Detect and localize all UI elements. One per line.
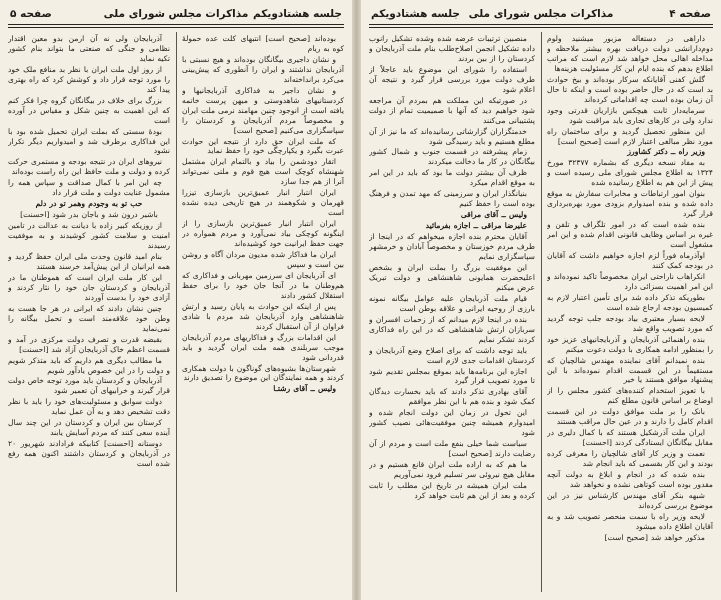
text-column-left bbox=[369, 34, 535, 592]
paragraph: کرستان بین ایران و کردستان در این چند سال آینده سعی کنند که مردم آسایش یابند bbox=[8, 418, 170, 438]
text-column-left bbox=[8, 34, 170, 592]
page-5 bbox=[0, 0, 352, 600]
paragraph: شهرستان‌ها بشیوه‌های گوناگون با دولت همکاری کردند و همه نمایندگان این موضوع را تصدیق دارند bbox=[182, 363, 344, 383]
paragraph: با تعویز‌ استخدام‌ کننده‌های کشور مجلس را از اوضاع بر اساس قانون مطلع کنم bbox=[547, 386, 713, 406]
text-column-right bbox=[182, 34, 344, 592]
paragraph: از روز اول ملت ایران با نظر بد منافع ملک خود را مورد توجه قرار داد و کوشش کرد که راه بهتری پیدا کند bbox=[8, 64, 170, 94]
paragraph: چه این امر با کمال صداقت و سپاس همه را مشمول عنایت دولت و ملت قرار داد bbox=[8, 178, 170, 198]
paragraph: بنده راهنمائی آذربایجان و آذربایجانیهای عزیز خود را بمنظور ادامه همکاری با دولت دعوت میکنم bbox=[547, 334, 713, 354]
paragraph: داراهی در دستغاله مزبور میشنید ولوم دوم‌دارا‌نشی دولت دریافت بهره بیشتر ملاحظه و مداخله اهالی محل خواهد شد لازم است که مراتب اطلاع بدهم که بنده ایام این کار مسئولیت هزینه‌ها bbox=[547, 34, 713, 73]
paragraph: خدمتگزاران گزارشاتی رسانیده‌اند که ما نیز از آن مطلع هستیم و باید رسیدگی شود bbox=[369, 126, 535, 146]
paragraph: بودۀ سستی که بملت ایران تحمیل شده بود با این فداکاری برطرف شد و امیدواریم دیگر تکرار نشود bbox=[8, 126, 170, 156]
book-gutter bbox=[352, 0, 361, 600]
paragraph: آقای بهادری تذکر دادند که باید بخسارت دیدگان کمک شود و بنده هم با این نظر موافقم bbox=[369, 387, 535, 407]
paragraph: انکراهاب ناراحتی ایران مخصوصاً تاکید نموده‌اند و این امر اهمیت بسزائی دارد bbox=[547, 271, 713, 291]
paragraph: ملت ایران همیشه در تاریخ این مطلب را ثابت کرده و بعد از این هم ثابت خواهد کرد bbox=[369, 480, 535, 500]
paragraph: نیروهای ایران در نتیجه بودجه و مستمری حرکت کرده و دولت و ملت حافظ این راه راست بوده‌اند bbox=[8, 157, 170, 177]
paragraph: دوستانه [احسنت] کتابیکه فرادادند شهریور ۲۰ در آذربایجان و کردستان داشتند اکنون همه رفع شده است bbox=[8, 439, 170, 469]
speaker-line: وزیر راه ــ دکتر کشاورز bbox=[627, 147, 705, 157]
paragraph: سرمایه‌دار ثابت هیچکس بازاریان قدرتی وجود ندارد ولی در کارهای تجاری باید مراقبت شود bbox=[547, 105, 713, 125]
paragraph: ای آذربایجان ای سرزمین مهربانی و فداکاری که هم‌وطنان ما در آنجا جان خود را برای حفظ استقلال کشور دادند bbox=[182, 270, 344, 300]
publication-title: مذاکرات مجلس شورای ملی bbox=[103, 8, 249, 20]
header-rule bbox=[8, 24, 344, 25]
header-rule bbox=[369, 24, 713, 25]
paragraph: ما هم که به اراده ملت ایران قانع هستیم و در مقابل هیچ نیروئی سر تسلیم فرود نمی‌آوریم bbox=[369, 460, 535, 480]
paragraph: این موفقیت بزرگ را بملت ایران و بشخص اعلیحضرت همایونی شاهنشاهی و دولت تبریک عرض میکنم bbox=[369, 262, 535, 292]
paragraph: ایران انتبا‌ر انبار عمیق‌ترین بازسازی تیزرا قهرمان و شکوهمند در هیچ تاریخی دیده نشده است bbox=[182, 188, 344, 218]
paragraph: آذربایجان و کردستان باید مورد توجه خاص دولت قرار گیرند و خرابیهای آن تعمیر شود bbox=[8, 376, 170, 396]
paragraph: بوده‌اند [صحیح است] انتبهای کلت عده‌ حمولهٔ کوه به ریام bbox=[182, 34, 344, 53]
paragraph: اجازه این برنامه‌ها باید بموقع بمجلس تقدیم شود تا مورد تصویب قرار گیرد bbox=[369, 366, 535, 386]
paragraph: بنده شده است که در امور تلگراف و تلفن و غیره بر اساس وظایف قانونی اقدام شده و این امر مشغول است bbox=[547, 220, 713, 250]
paragraph: ایران انتبا‌ر انبار عمیق‌ترین بازسازی را از اینگونه کوچکی بیاد نمی‌آورد و مردم همواره در جهت حفظ ایرانیت خود کوشیده‌اند bbox=[182, 219, 344, 249]
paragraph: باید توجه داشت که برای اصلاح وضع آذربایجان و کردستان اقدامات جدی لازم است bbox=[369, 345, 535, 365]
paragraph: دولت سوابق و مسئولیت‌های خود را باید با نظر دقت تشخیص دهد و به آن عمل نماید bbox=[8, 397, 170, 417]
paragraph: لایحه وزیر راه با سمت منحصر تصویب شد و به آقایان اطلاع داده میشود bbox=[547, 511, 713, 531]
paragraph: این کار ملت ایران است که هموطنان ما در آذربایجان و کردستان جان خود را نثار کردند و آزادی خود را بدست آوردند bbox=[8, 272, 170, 302]
speaker-line: علیرضا مراقی ــ اجازه بفرمائید bbox=[425, 221, 527, 231]
paragraph: پس از اینکه این حوادث به پایان رسید و ارتش شاهنشاهی وارد آذربایجان شد مردم با شادی فراوان از آن استقبال کردند bbox=[182, 301, 344, 331]
paragraph: منصبین ترتیبات عرضه شده وشده تشکیل رانوب داده تشکیل انجمن اصلاح‌طلب بنام ملت آذربایجان و کردستان را از بین بردند bbox=[369, 34, 535, 63]
paragraph: بانک را بر ملت موافق دولت در این قسمت اقدام کامل را دارند و در عین حال مراقب هستند bbox=[547, 407, 713, 427]
paragraph: این اقدامات بزرگ و فداکاریهای مردم آذربایجان موجب سربلندی همه ملت ایران گردید و باید قدردانی شود bbox=[182, 332, 344, 362]
paragraph: بنده در اینجا لازم میدانم که از زحمات افسران و سربازان ارتش شاهنشاهی که در این راه فداکاری کردند تشکر نمایم bbox=[369, 314, 535, 344]
paragraph: لایحه بسیار معتبری بیاد بودجه جلب توجه گردید که مورد تصویب واقع شد bbox=[547, 313, 713, 333]
paragraph: این تحول در زمان این دولت انجام شده و امیدوارم همیشه چنین موفقیت‌هائی نصیب کشور شود bbox=[369, 408, 535, 438]
paragraph: بنده نمیدانم آقای نماینده مهندس شالچیان که مستقیماً در این قسمت اقدام نموده‌اند با این پیشنهاد موافق هستند یا خیر bbox=[547, 355, 713, 385]
paragraph: بقبضه قدرت و تصرف دولت مرکزی در آمد و قسمت اعظم خاک آذربایجان آزاد شد [احسنت] bbox=[8, 334, 170, 354]
header-rule bbox=[8, 27, 344, 28]
paragraph: ما مطالب دیگری هم داریم که باید متذکر شویم و دولت را در این خصوص یادآور شویم bbox=[8, 355, 170, 375]
session-title: جلسه هشتادویکم bbox=[371, 8, 460, 20]
verse-line: حب تو به وجودم وهمر تو در دلم bbox=[35, 199, 143, 209]
paragraph: در صورتیکه این مملکت هم بمردم آن مراجعه شود خواهیم دید که آنها با صمیمیت تمام از دولت پشتیبانی می‌کنند bbox=[369, 95, 535, 125]
page-number: صفحه ۵ bbox=[10, 8, 52, 20]
column-divider bbox=[176, 32, 177, 592]
paragraph: و نشان داجیری بیگانگان بوده‌اند و هیچ نسبتی با آذربایجان نداشتند و ایران را آنطوری که پیش‌بینی می‌کرد برانداخته‌اند bbox=[182, 54, 344, 84]
paragraph: نعمت و وزیر کار آقای شالچیان را معرفی کرده بودند و این کار بقسمی که باید انجام شد bbox=[547, 449, 713, 469]
paragraph: آذربایجان ولی نه آن ارمن بدو معین اقتدار نظامی و جنگی که صنعتی ما بتواند بنام کشور تکیه نماید bbox=[8, 34, 170, 63]
paragraph: که ملت ایران حق دارد از نتیجه این حوادث عبرت بگیرد و یکپارچگی خود را حفظ نماید bbox=[182, 136, 344, 156]
paragraph: این منظور تحصیل گردید و برای ساختمان راه مورد نظر مبالغی اعتبار لازم است [صحیح است] bbox=[547, 126, 713, 146]
paragraph: شبهه بنکر آقای مهندس کارشناس نیز در این موضوع بررسی کرده‌اند bbox=[547, 490, 713, 510]
paragraph: گلش کفنی آقایانکه سرکار بوده‌اند و بیخ حوادث بد است که در حال حاضر بوده است و اینکه تا حال آن زمان بوده است چه اقداماتی کرده‌اند bbox=[547, 74, 713, 104]
verse-line: باشیر درون شد و باجان بدر شود [احسنت] bbox=[20, 210, 158, 220]
column-divider bbox=[541, 32, 542, 592]
paragraph: بنیانگذار ایران و سرزمینی که مهد تمدن و فرهنگ بوده است را حفظ کنیم bbox=[369, 189, 535, 209]
paragraph: استفاده را شورای این موضوع باید عاجلاً از طرف دولت مورد بررسی قرار گیرد و نتیجه آن اعلام شود bbox=[369, 64, 535, 94]
paragraph: ظرف آن بیشتر دولت ما بود که باید در این امر به موقع اقدام میکرد bbox=[369, 168, 535, 188]
publication-title: مذاکرات مجلس شورای ملی bbox=[468, 8, 614, 20]
paragraph: آقایان محترم بنده اجازه میخواهم که در اینجا از طرف مردم خوزستان و مخصوصاً آبادان و خرمشهر سپاسگزاری نمایم bbox=[369, 232, 535, 262]
text-column-right bbox=[547, 34, 713, 592]
paragraph: بطوریکه تذکر داده شد برای تأمین اعتبار لازم به کمیسیون بودجه ارجاع شده است bbox=[547, 292, 713, 312]
paragraph: بنام امید قانون وحدت ملی ایران حفظ گردید و همه ایرانیان از این پیش‌آمد خرسند هستند bbox=[8, 252, 170, 271]
page-4 bbox=[361, 0, 721, 600]
paragraph: اتقار دودشمن را بیاد و بالتمام ایران مشتمل شهنشاه کوچک است هیچ قوم و ملتی نمی‌تواند آنرا از هم جدا سازد bbox=[182, 157, 344, 187]
paragraph: بنوان امور ارتباطات و مخابرات سفارش به موقع داده شده و بنده امیدوارم بزودی مورد بهره‌برداری قرار گیرد bbox=[547, 189, 713, 219]
speaker-line: ولیس ــ آقای مراقی bbox=[460, 210, 527, 220]
header-rule bbox=[369, 27, 713, 28]
paragraph: و نشان داجیر به فداکاری آذربایجانیها و کردستانیهای شاهدوستی و میهن پرست خاتمه یافته است از انوجود چنین مهامند نرمی ملت ایران و مخصوصاً مردم آذربایجان و کردستان را سپاسگزاری می‌کنیم [صحیح است] bbox=[182, 85, 344, 135]
speaker-line: ولیس ــ آقای رشتـا bbox=[273, 384, 336, 394]
paragraph: زمام پیشرفته در قسمت جنوب و شمال کشور بیگانگان در کار ما دخالت میکردند bbox=[369, 147, 535, 167]
paragraph: مذکور خواهد شد [صحیح است] bbox=[604, 532, 705, 542]
paragraph: به مفاد نسخه دیگری که بشماره ۳۲۳۷۷ مورخ ۱۳۲۴ به اطلاع مجلس شورای ملی رسیده است و پیش از این هم به اطلاع رسانیده شده bbox=[547, 158, 713, 188]
paragraph: از روزیکه کبیر زاده با دیانت به عدالت در تامین امنیت و سلامت کشور کوشیدند و به موفقیت رسیدند bbox=[8, 221, 170, 251]
page-number: صفحه ۴ bbox=[669, 8, 711, 20]
paragraph: او‌آذرماه فوراً لزم اجازه خواهیم داشت که آقایان در بودجه کمک کنند bbox=[547, 251, 713, 270]
paragraph: ایران ملت آذرشکیل هستند که با کمال دلیری در مقابل بیگانگان ایستادگی کردند [احسنت] bbox=[547, 428, 713, 448]
paragraph: قیام ملت آذربایجان علیه عوامل بیگانه نمونه بارزی از روحیه ایرانی و علاقه بوطن است bbox=[369, 293, 535, 313]
session-title: جلسه هشتادویکم bbox=[253, 8, 342, 20]
paragraph: چنین نشان دادند که ایرانی در هر جا هست به وطن خود علاقه‌مند است و تحمل بیگانه را نمی‌نماید bbox=[8, 303, 170, 333]
paragraph: ایران ما فداکار شده مدیون مردان آگاه و روشن بین است و سپس bbox=[182, 250, 344, 269]
paragraph: سیاست شما خیلی بنفع ملت است و مردم از آن رضایت دارند [صحیح است] bbox=[369, 439, 535, 459]
paragraph: بنده شده که در انجام و ابلاغ به دولت آنچه مقدور بوده است کوتاهی نشده و نخواهد شد bbox=[547, 470, 713, 489]
paragraph: بزرگ برای خلاف در بیگانگان گروه چرا فکر کنم که این اهمیت به چنین شکل و مقیاس در آورده است bbox=[8, 95, 170, 125]
